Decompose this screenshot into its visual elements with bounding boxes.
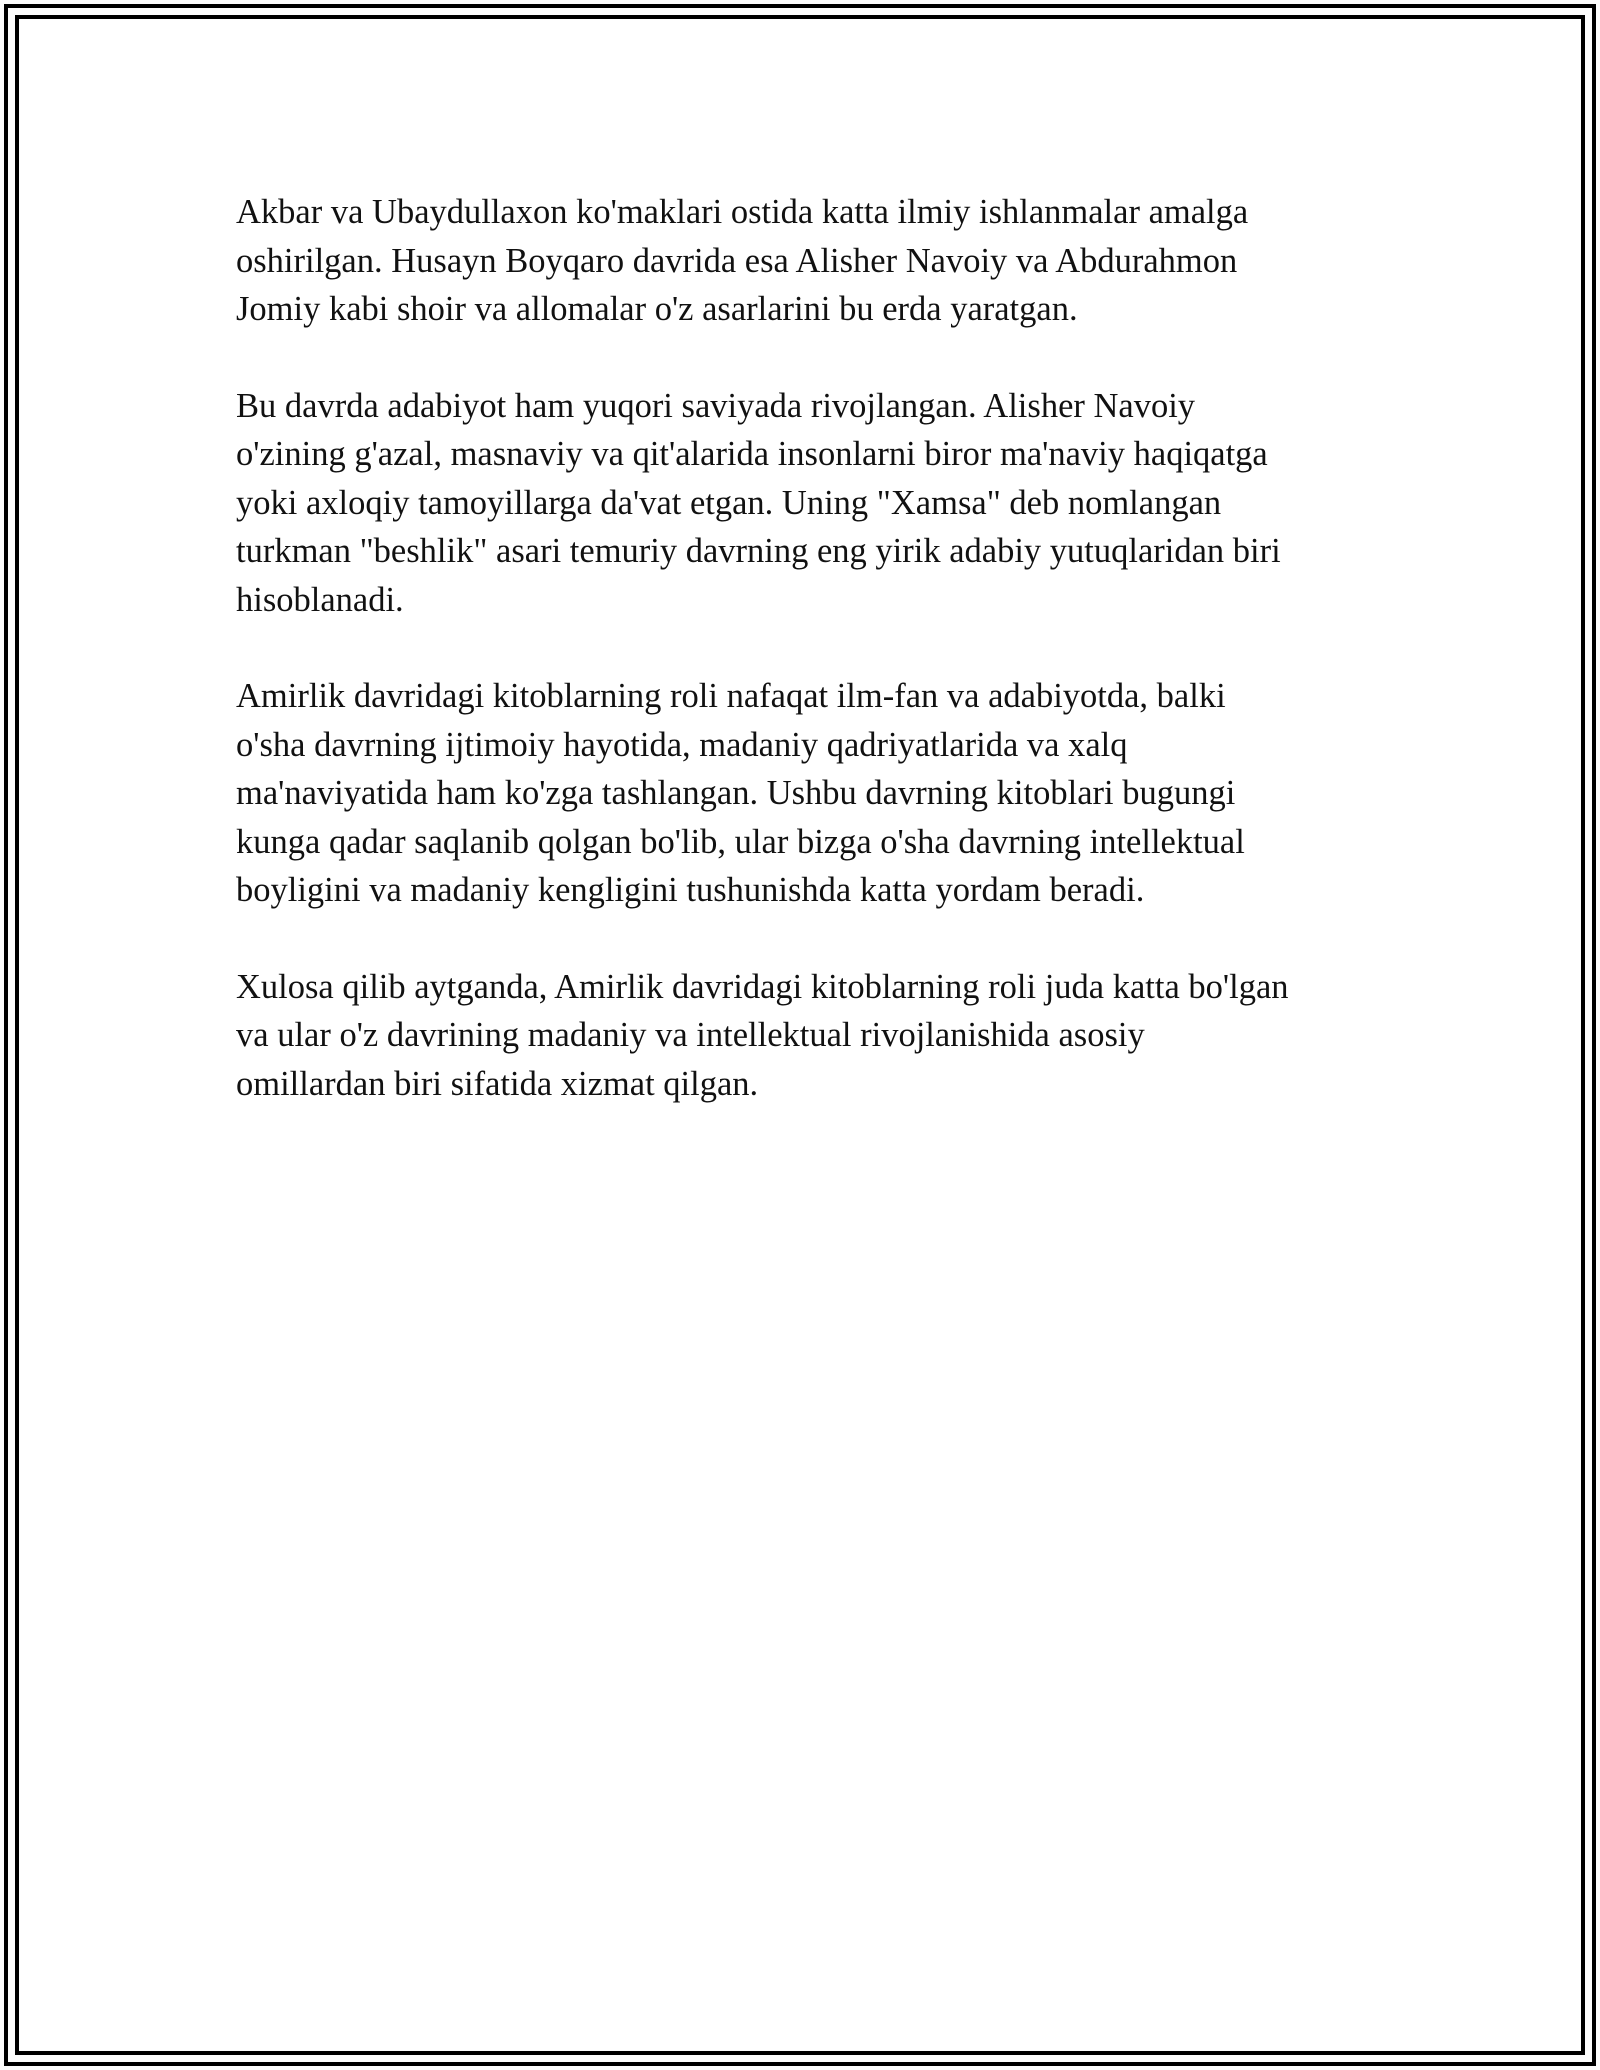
text-line: Jomiy kabi shoir va allomalar o'z asarlarini bu erda yaratgan. — [236, 290, 1078, 328]
paragraph-2 — [236, 382, 1366, 625]
text-line: Amirlik davridagi kitoblarning roli nafaqat ilm-fan va adabiyotda, balki — [236, 677, 1226, 715]
document-body — [236, 188, 1366, 1156]
text-line: o'zining g'azal, masnaviy va qit'alarida insonlarni biror ma'naviy haqiqatga — [236, 435, 1268, 473]
text-line: o'sha davrning ijtimoiy hayotida, madaniy qadriyatlarida va xalq — [236, 725, 1128, 764]
text-line: Xulosa qilib aytganda, Amirlik davridagi kitoblarning roli juda katta bo'lgan — [236, 967, 1289, 1006]
paragraph-4 — [236, 963, 1366, 1109]
text-line: hisoblanadi. — [236, 580, 404, 619]
paragraph-1 — [236, 188, 1366, 334]
text-line: omillardan biri sifatida xizmat qilgan. — [236, 1064, 759, 1103]
text-line: turkman "beshlik" asari temuriy davrning eng yirik adabiy yutuqlaridan biri — [236, 532, 1281, 570]
paragraph-3 — [236, 672, 1366, 915]
text-line: kunga qadar saqlanib qolgan bo'lib, ular bizga o'sha davrning intellektual — [236, 822, 1245, 861]
text-line: Bu davrda adabiyot ham yuqori saviyada rivojlangan. Alisher Navoiy — [236, 386, 1196, 425]
text-line: oshirilgan. Husayn Boyqaro davrida esa Alisher Navoiy va Abdurahmon — [236, 241, 1238, 280]
text-line: va ular o'z davrining madaniy va intellektual rivojlanishida asosiy — [236, 1016, 1145, 1054]
text-line: boyligini va madaniy kengligini tushunishda katta yordam beradi. — [236, 871, 1145, 909]
text-line: Akbar va Ubaydullaxon ko'maklari ostida katta ilmiy ishlanmalar amalga — [236, 193, 1249, 231]
text-line: yoki axloqiy tamoyillarga da'vat etgan. Uning "Xamsa" deb nomlangan — [236, 483, 1222, 522]
text-line: ma'naviyatida ham ko'zga tashlangan. Ushbu davrning kitoblari bugungi — [236, 774, 1236, 812]
